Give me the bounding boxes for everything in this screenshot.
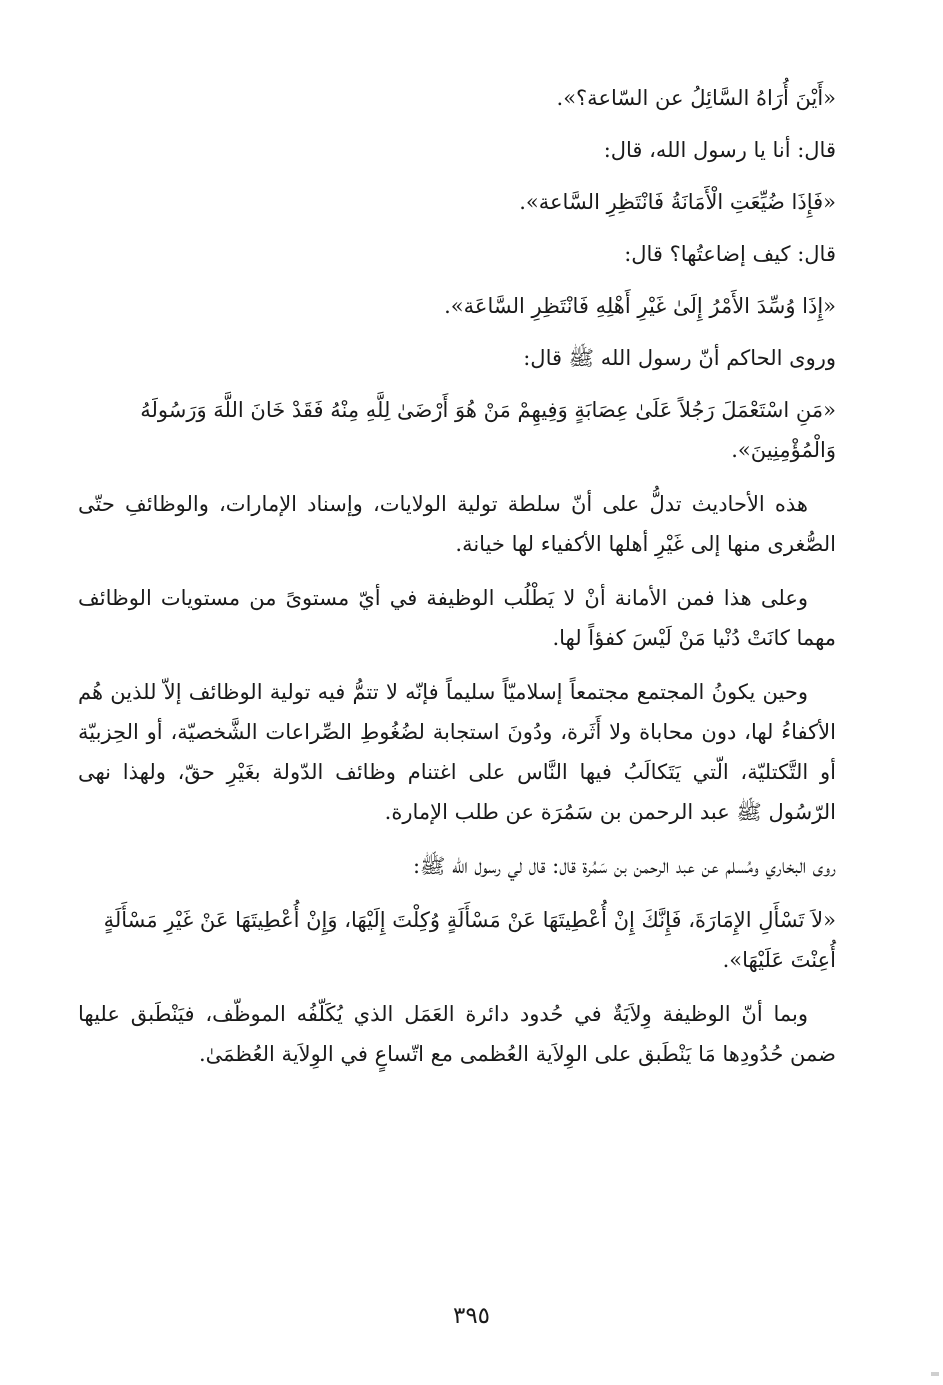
text-line-4: قال: كيف إضاعتُها؟ قال: [624, 242, 836, 266]
text-line-6: وروى الحاكم أنّ رسول الله ﷺ قال: [523, 346, 836, 370]
text-line-5: «إِذَا وُسِّدَ الأَمْرُ إِلَىٰ غَيْرِ أَهْلِهِ فَانْتَظِرِ السَّاعَة». [444, 294, 836, 318]
scan-edge-mark [931, 1372, 939, 1376]
paragraph-4: روى البخاري ومُسلم عن عبد الرحمن بن سَمُرة قال: قال لي رسول الله ﷺ: [412, 854, 836, 878]
page-body [78, 78, 836, 1088]
page-number: ٣٩٥ [452, 1303, 491, 1329]
paragraph-2: وعلى هذا فمن الأمانة أنْ لا يَطْلُب الوظيفة في أيّ مستوىً من مستويات الوظائف مهما كانَتْ دُنْيا مَنْ لَيْسَ كفؤاً لها. [78, 586, 836, 650]
paragraph-5: وبما أنّ الوظيفة وِلاَيَةٌ في حُدود دائرة العَمَل الذي يُكَلّفُه الموظّف، فيَنْطَبق عليها ضمن حُدُودِها مَا يَنْطَبق على الوِلاَية العُظمى مع اتّساعٍ في الوِلاَية العُظمَىٰ. [78, 1002, 836, 1066]
text-line-3: «فَإِذَا ضُيِّعَتِ الْأَمَانَةُ فَانْتَظِرِ السَّاعة». [519, 190, 836, 214]
text-line-2: قال: أنا يا رسول الله، قال: [603, 138, 836, 162]
paragraph-3: وحين يكونُ المجتمع مجتمعاً إسلاميّاً سليماً فإنّه لا تتمُّ فيه تولية الوظائف إلاّ للذين هُم الأكفاءُ لها، دون محاباة ولا أَثَرة، ودُونَ استجابة لضُغُوطِ الصِّراعات الشَّخصيّة، أو الحِزبيّة أو التَّكتليّة، الّتي يَتَكالَبُ فيها النَّاس على اغتنام وظائف الدّولة بغَيْرِ حقّ، ولهذا نهى الرّسُول ﷺ عبد الرحمن بن سَمُرَة عن طلب الإمارة. [78, 680, 836, 824]
paragraph-1: هذه الأحاديث تدلُّ على أنّ سلطة تولية الولايات، وإسناد الإمارات، والوظائفِ حتّى الصُّغرى منها إلى غَيْرِ أهلها الأكفياء لها خيانة. [78, 492, 836, 556]
hadith-quote-2: «لاَ تَسْأَلِ الإِمَارَةَ، فَإِنَّكَ إِنْ أُعْطِيتَهَا عَنْ مَسْأَلَةٍ وُكِلْتَ إِلَيْهَا، وَإِنْ أُعْطِيتَهَا عَنْ غَيْرِ مَسْأَلَةٍ أُعِنْتَ عَلَيْهَا». [103, 908, 836, 972]
hadith-quote-1: «مَنِ اسْتَعْمَلَ رَجُلاً عَلَىٰ عِصَابَةٍ وَفِيهِمْ مَنْ هُوَ أَرْضَىٰ لِلَّهِ مِنْهُ فَقَدْ خَانَ اللَّهَ وَرَسُولَهُ وَالْمُؤْمِنِينَ». [140, 398, 836, 462]
text-line-1: «أَيْنَ أُرَاهُ السَّائِلُ عن السّاعة؟». [556, 86, 836, 110]
